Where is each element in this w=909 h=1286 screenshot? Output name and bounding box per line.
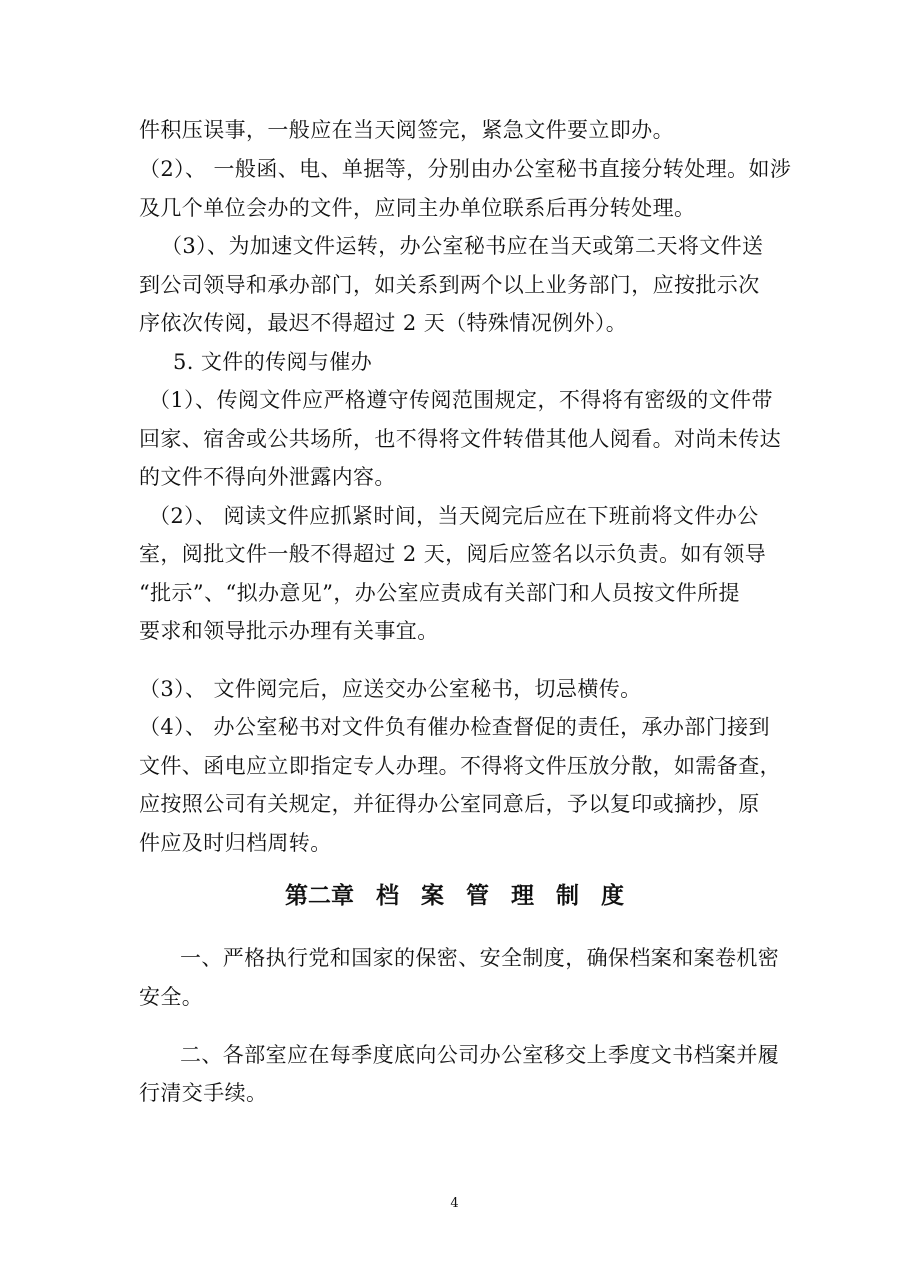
text-line: 件应及时归档周转。 (139, 831, 332, 855)
text-line: 到公司领导和承办部门，如关系到两个以上业务部门，应按批示次 (139, 273, 760, 297)
text-line: 一、严格执行党和国家的保密、安全制度，确保档案和案卷机密 (180, 946, 780, 970)
text-line: （4）、 办公室秘书对文件负有催办检查督促的责任，承办部门接到 (139, 715, 770, 739)
text-line: 室，阅批文件一般不得超过 2 天，阅后应签名以示负责。如有领导 (139, 542, 767, 566)
text-line: 要求和领导批示办理有关事宜。 (139, 619, 439, 643)
chapter-heading: 第二章 档 案 管 理 制 度 (284, 883, 625, 909)
text-line: 回家、宿舍或公共场所，也不得将文件转借其他人阅看。对尚未传达 (139, 427, 781, 451)
page-number: 4 (450, 1196, 459, 1211)
text-line: 安全。 (139, 985, 204, 1009)
text-line: 行清交手续。 (139, 1081, 268, 1105)
text-line: 文件、函电应立即指定专人办理。不得将文件压放分散，如需备查， (139, 754, 781, 778)
text-line: 件积压误事，一般应在当天阅签完，紧急文件要立即办。 (139, 118, 674, 142)
text-line: （3）、 文件阅完后，应送交办公室秘书，切忌横传。 (139, 677, 642, 701)
section-heading: 5. 文件的传阅与催办 (173, 350, 373, 374)
text-line: 序依次传阅，最迟不得超过 2 天（特殊情况例外）。 (139, 311, 628, 335)
text-line: （2）、 阅读文件应抓紧时间，当天阅完后应在下班前将文件办公 (149, 504, 759, 528)
text-line: “批示”、“拟办意见”，办公室应责成有关部门和人员按文件所提 (139, 581, 740, 605)
text-line: 及几个单位会办的文件，应同主办单位联系后再分转处理。 (139, 196, 696, 220)
text-line: （1）、传阅文件应严格遵守传阅范围规定，不得将有密级的文件带 (149, 388, 773, 412)
text-line: 的文件不得向外泄露内容。 (139, 465, 396, 489)
text-line: 应按照公司有关规定，并征得办公室同意后，予以复印或摘抄，原 (139, 792, 760, 816)
text-line: （2）、 一般函、电、单据等，分别由办公室秘书直接分转处理。如涉 (139, 157, 792, 181)
text-line: （3）、为加速文件运转，办公室秘书应在当天或第二天将文件送 (161, 234, 764, 258)
text-line: 二、各部室应在每季度底向公司办公室移交上季度文书档案并履 (180, 1043, 780, 1067)
